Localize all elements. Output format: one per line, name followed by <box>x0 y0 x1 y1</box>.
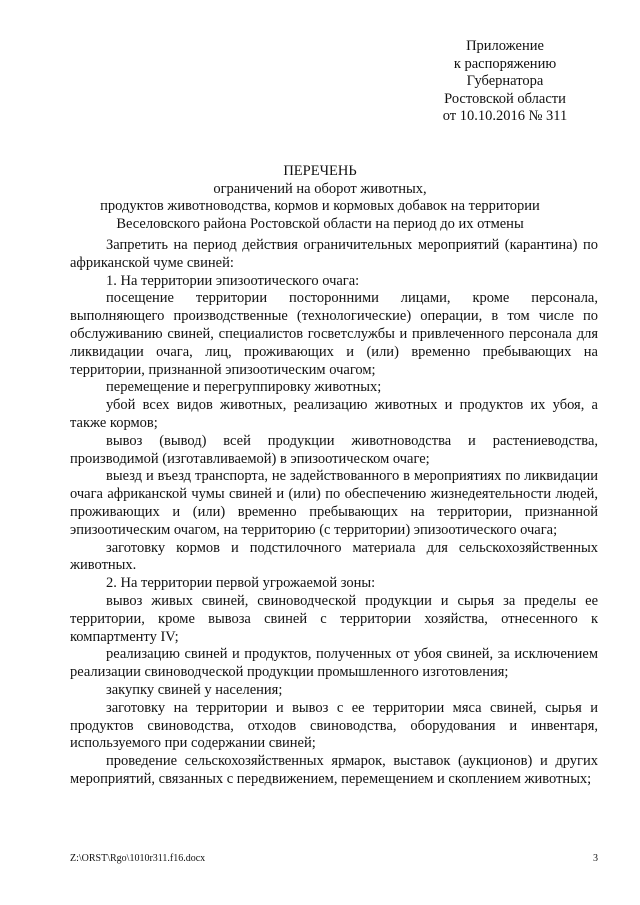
appendix-line: Ростовской области <box>444 90 566 107</box>
title-heading: ПЕРЕЧЕНЬ <box>283 163 357 179</box>
title-line: Веселовского района Ростовской области на период до их отмены <box>116 215 524 232</box>
section-heading: 2. На территории первой угрожаемой зоны: <box>106 575 376 592</box>
body-paragraph: закупку свиней у населения; <box>106 681 283 698</box>
appendix-line: от 10.10.2016 № 311 <box>442 108 568 124</box>
body-paragraph: посещение территории посторонними лицами, кроме персонала, выполняющего производственные (технологические) операции, в том числе по обслуживанию свиней, специалистов госветслужбы и привлеченного персонала для ликвидации очага, лиц, проживающих и (или) временно пребывающих на территории, признанной эпизоотическим очагом; <box>70 290 598 378</box>
body-paragraph: выезд и въезд транспорта, не задействованного в мероприятиях по ликвидации очага африканской чумы свиней и (или) по обеспечению жизнедеятельности людей, проживающих и (или) временно пребывающих на территории, признанной эпизоотическим очагом, на территорию (с территории) эпизоотического очага; <box>70 468 598 538</box>
appendix-line: Приложение <box>466 38 544 54</box>
title-line: продуктов животноводства, кормов и кормовых добавок на территории <box>100 198 540 214</box>
body-paragraph: вывоз живых свиней, свиноводческой продукции и сырья за пределы ее территории, кроме вывоза свиней с территории хозяйства, отнесенного к компартменту IV; <box>70 592 598 645</box>
body-paragraph: заготовку на территории и вывоз с ее территории мяса свиней, сырья и продуктов свиноводства, отходов свиноводства, оборудования и инвентаря, используемого при содержании свиней; <box>70 699 598 752</box>
appendix-line: Губернатора <box>466 73 544 89</box>
body-paragraph: заготовку кормов и подстилочного материала для сельскохозяйственных животных. <box>70 539 598 574</box>
file-path: Z:\ORST\Rgo\1010r311.f16.docx <box>70 853 206 864</box>
body-paragraph: убой всех видов животных, реализацию животных и продуктов их убоя, а также кормов; <box>70 397 598 431</box>
page-number: 3 <box>593 853 598 864</box>
appendix-line: к распоряжению <box>453 55 557 72</box>
body-paragraph: проведение сельскохозяйственных ярмарок, выставок (аукционов) и других мероприятий, связанных с передвижением, перемещением и скоплением животных; <box>70 753 598 787</box>
document-title <box>60 163 580 233</box>
body-paragraph: Запретить на период действия ограничительных мероприятий (карантина) по африканской чуме свиней: <box>70 237 598 271</box>
section-heading: 1. На территории эпизоотического очага: <box>106 272 360 289</box>
document-body <box>70 237 598 789</box>
body-paragraph: реализацию свиней и продуктов, полученных от убоя свиней, за исключением реализации свиноводческой продукции промышленного изготовления; <box>70 646 598 681</box>
body-paragraph: перемещение и перегруппировку животных; <box>106 379 382 396</box>
appendix-header <box>420 38 590 126</box>
title-line: ограничений на оборот животных, <box>213 180 427 197</box>
body-paragraph: вывоз (вывод) всей продукции животноводства и растениеводства, производимой (изготавливаемой) в эпизоотическом очаге; <box>70 432 598 467</box>
